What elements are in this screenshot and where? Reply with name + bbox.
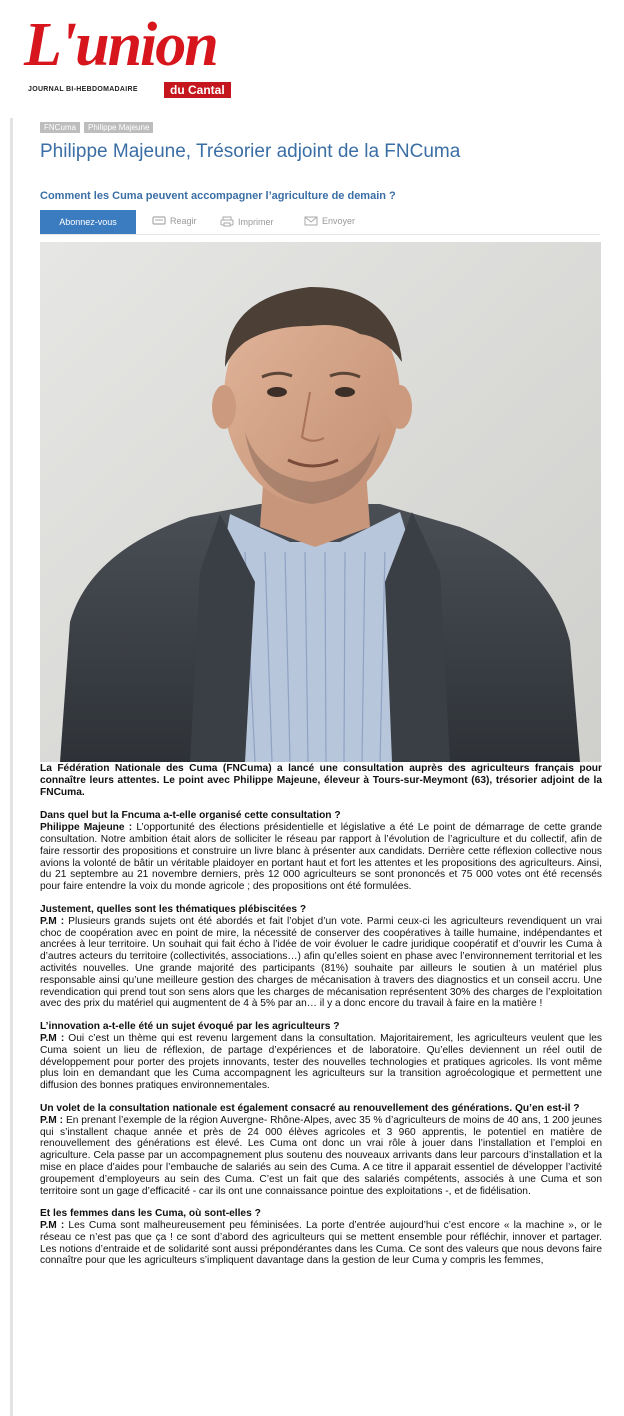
article-lead: La Fédération Nationale des Cuma (FNCuma) a lancé une consultation auprès des agriculteurs français pour connaître leurs attentes. Le point avec Philippe Majeune, éleveur à Tours-sur-Meymont (63), trésorier adjoint de la FNCuma. [40, 763, 602, 798]
speaker: Philippe Majeune : [40, 822, 133, 834]
speaker: P.M : [40, 1114, 64, 1126]
react-label: Reagir [170, 216, 197, 226]
speaker: P.M : [40, 915, 65, 927]
question: L’innovation a-t-elle été un sujet évoqué par les agriculteurs ? [40, 1021, 340, 1033]
portrait-photo [40, 242, 601, 762]
tag-list [40, 122, 153, 133]
logo-edition: du Cantal [164, 82, 231, 98]
speaker: P.M : [40, 1220, 65, 1232]
qa-section [40, 1103, 602, 1197]
qa-section [40, 810, 602, 893]
article-toolbar [40, 210, 600, 235]
answer [40, 1220, 602, 1267]
answer-text: Les Cuma sont malheureusement peu féminisées. La porte d’entrée aujourd’hui c’est encore « la machine », or le réseau ce n’est pas que ça ! ce sont d’abord des agriculteurs qui se mettent ensemble pour réfléchir, innover et partager. Les notions d’entraide et de solidarité sont aussi prépondérantes dans les Cuma. Ce sont des valeurs que nous devons faire connaître pour que les agriculteurs s’impliquent davantage dans la gestion de leur Cuma y compris les femmes, [40, 1220, 602, 1267]
question: Justement, quelles sont les thématiques plébiscitées ? [40, 903, 307, 915]
answer-text: L’opportunité des élections présidentielle et législative a été Le point de démarrage de cette grande consultation. Notre ambition était alors de solliciter le réseau par rapport à l’évolution de l’agriculture et du collectif, afin de faire ressortir des propositions et construire un livre blanc à présenter aux candidats. Derrière cette réflexion collective nous avions la volonté de bâtir un véritable plaidoyer en portant haut et fort les attentes et les propositions des agriculteurs. Ainsi, du 21 septembre au 21 novembre derniers, près 12 000 agriculteurs se sont prononcés et 75 000 votes ont été recensés pour faire entendre la voix du monde agricole ; des propositions ont été formulées. [40, 822, 603, 893]
article-title: Philippe Majeune, Trésorier adjoint de la FNCuma [40, 141, 461, 162]
qa-section [40, 1021, 602, 1092]
answer-text: Oui c’est un thème qui est revenu largement dans la consultation. Majoritairement, les agriculteurs veulent que les Cuma soient un lieu de réflexion, de partage d’expériences et de laboratoire. Qu’elles deviennent un réel outil de développement pour porter des projets innovants, tester des nouvelles technologies et pratiques agricoles. Ils vont même plus loin en demandant que les Cuma accompagnent les agriculteurs sur la transition agroécologique et permettent une diffusion des bonnes pratiques environnementales. [40, 1032, 602, 1092]
send-button[interactable] [304, 216, 355, 226]
question: Et les femmes dans les Cuma, où sont-elles ? [40, 1208, 261, 1220]
article-subtitle: Comment les Cuma peuvent accompagner l’agriculture de demain ? [40, 190, 396, 202]
article-body [40, 763, 602, 1278]
subscribe-button[interactable]: Abonnez-vous [40, 210, 136, 234]
logo-wordmark: L'union [24, 11, 217, 79]
speaker: P.M : [40, 1032, 65, 1044]
print-label: Imprimer [238, 216, 274, 227]
question: Dans quel but la Fncuma a-t-elle organisé cette consultation ? [40, 810, 341, 822]
printer-icon [220, 216, 234, 227]
tag-item[interactable]: Philippe Majeune [84, 122, 153, 133]
answer [40, 1115, 602, 1198]
answer-text: En prenant l’exemple de la région Auvergne- Rhône-Alpes, avec 35 % d’agriculteurs de moins de 40 ans, 1 200 jeunes qui s’installent chaque année et près de 24 000 élèves agricoles et 3 960 apprentis, le potentiel en matière de renouvellement des générations est élevé. Les Cuma ont donc un vrai rôle à jouer dans l’installation et l’emploi en agriculture. Cela passe par un accompagnement plus soutenu des nouveaux arrivants dans leur parcours d’installation et la mise en place d’aides pour l’embauche de salariés au sein des Cuma. A ce titre il apparait essentiel de développer l’activité groupement d’employeurs au sein des Cuma. C’est un fait que des salariés compétents, associés à une Cuma et son territoire sont un gage d’efficacité - car ils ont une connaissance pointue des exploitations -, et de fidélisation. [40, 1114, 602, 1197]
envelope-icon [304, 216, 318, 226]
answer [40, 1033, 602, 1092]
comment-icon [152, 216, 166, 226]
question: Un volet de la consultation nationale est également consacré au renouvellement des générations. Qu’en est-il ? [40, 1102, 580, 1114]
tag-item[interactable]: FNCuma [40, 122, 80, 133]
page-rule [10, 118, 13, 1416]
answer-text: Plusieurs grands sujets ont été abordés et fait l’objet d’un vote. Parmi ceux-ci les agriculteurs revendiquent un vrai choc de coopération avec en point de mire, la nécessité de conserver des coopératives à taille humaine, indépendantes et ancrées à leur territoire. Un souhait qui fait écho à l’idée de voir évoluer le cadre juridique coopératif et d’ouvrir les Cuma à d’autres acteurs du territoire (collectivités, associations…) afin qu’elles soient en phase avec l’environnement territorial et les activités nouvelles. Une grande majorité des participants (81%) souhaite par ailleurs le soutien à un matériel plus responsable ainsi qu’une meilleure gestion des charges de mécanisation à travers des diagnostics et un conseil accru. Une revendication qui prend tout son sens alors que les charges de mécanisation représentent 30% des charges de l’exploitation avec des prix du matériel qui augmentent de 4 à 5% par an… il y a donc encore du travail à faire en la matière ! [40, 915, 602, 1010]
logo-tagline: JOURNAL BI-HEBDOMADAIRE [28, 86, 138, 93]
newspaper-logo[interactable] [24, 10, 234, 100]
send-label: Envoyer [322, 216, 356, 226]
qa-section [40, 1208, 602, 1267]
print-button[interactable] [220, 216, 274, 227]
qa-section [40, 904, 602, 1010]
answer [40, 916, 602, 1010]
answer [40, 822, 602, 893]
react-button[interactable] [152, 216, 197, 226]
